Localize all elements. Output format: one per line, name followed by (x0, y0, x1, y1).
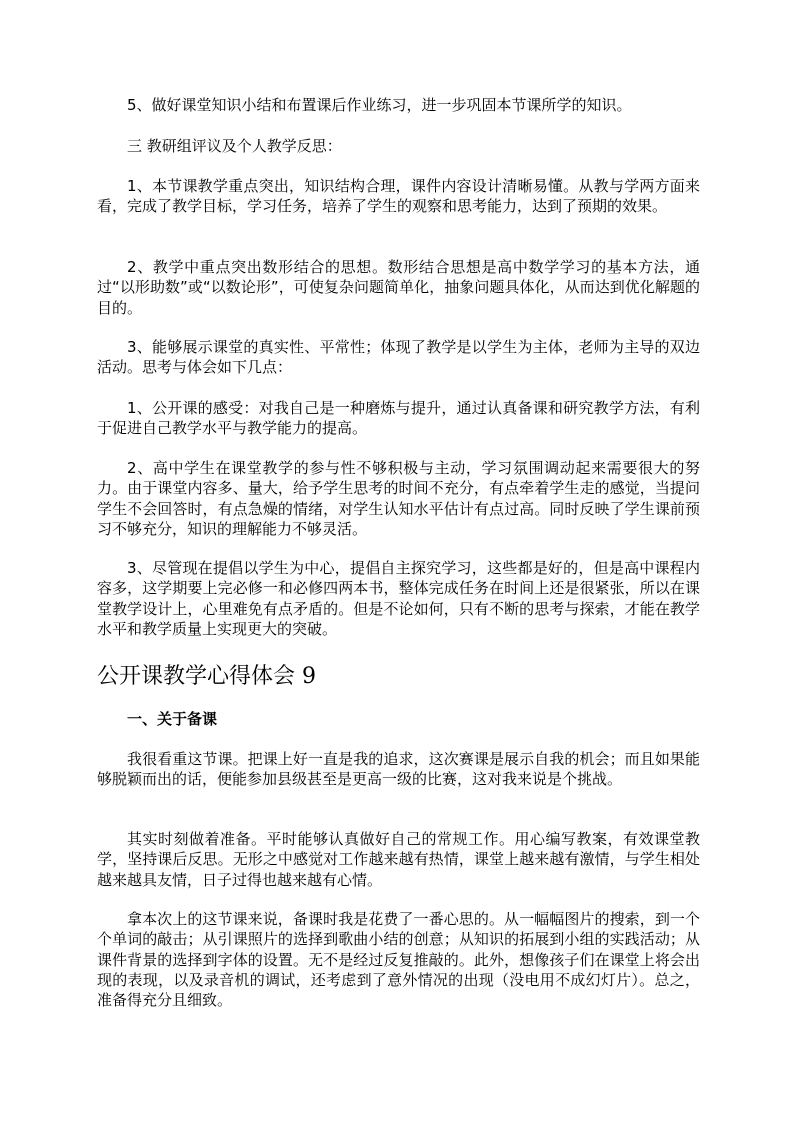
paragraph-prep-1: 我很看重这节课。把课上好一直是我的追求，这次赛课是展示自我的机会；而且如果能够脱颖而出的话，便能参加县级甚至是更高一级的比赛，这对我来说是个挑战。 (97, 750, 700, 789)
paragraph-review-1: 1、本节课教学重点突出，知识结构合理，课件内容设计清晰易懂。从教与学两方面来看，完成了教学目标，学习任务，培养了学生的观察和思考能力，达到了预期的效果。 (97, 177, 700, 216)
paragraph-feeling-3: 3、尽管现在提倡以学生为中心，提倡自主探究学习，这些都是好的，但是高中课程内容多，这学期要上完必修一和必修四两本书，整体完成任务在时间上还是很紧张，所以在课堂教学设计上，心里难免有点矛盾的。但是不论如何，只有不断的思考与探索，才能在教学水平和教学质量上实现更大的突破。 (97, 559, 700, 638)
subsection-title: 一、关于备课 (127, 710, 218, 728)
paragraph-feeling-1: 1、公开课的感受：对我自己是一种磨炼与提升，通过认真备课和研究教学方法，有利于促进自己教学水平与教学能力的提高。 (97, 399, 700, 438)
paragraph-review-heading: 三 教研组评议及个人教学反思： (127, 137, 342, 155)
section-title: 公开课教学心得体会 9 (97, 664, 316, 689)
paragraph-review-2: 2、教学中重点突出数形结合的思想。数形结合思想是高中数学学习的基本方法，通过“以形助数”或“以数论形”，可使复杂问题简单化，抽象问题具体化，从而达到优化解题的目的。 (97, 258, 700, 317)
paragraph-summary-homework: 5、做好课堂知识小结和布置课后作业练习，进一步巩固本节课所学的知识。 (127, 96, 632, 114)
paragraph-prep-3: 拿本次上的这节课来说，备课时我是花费了一番心思的。从一幅幅图片的搜索，到一个个单词的敲击；从引课照片的选择到歌曲小结的创意；从知识的拓展到小组的实践活动；从课件背景的选择到字体的设置。无不是经过反复推敲的。此外，想像孩子们在课堂上将会出现的表现，以及录音机的调试，还考虑到了意外情况的出现（没电用不成幻灯片）。总之，准备得充分且细致。 (97, 910, 700, 1010)
paragraph-review-3: 3、能够展示课堂的真实性、平常性；体现了教学是以学生为主体，老师为主导的双边活动。思考与体会如下几点： (97, 338, 700, 377)
paragraph-prep-2: 其实时刻做着准备。平时能够认真做好自己的常规工作。用心编写教案，有效课堂教学，坚持课后反思。无形之中感觉对工作越来越有热情，课堂上越来越有激情，与学生相处越来越具友情，日子过得也越来越有心情。 (97, 830, 700, 889)
paragraph-feeling-2: 2、高中学生在课堂教学的参与性不够积极与主动，学习氛围调动起来需要很大的努力。由于课堂内容多、量大，给予学生思考的时间不充分，有点牵着学生走的感觉，当提问学生不会回答时，有点急燥的情绪，对学生认知水平估计有点过高。同时反映了学生课前预习不够充分，知识的理解能力不够灵活。 (97, 459, 700, 538)
